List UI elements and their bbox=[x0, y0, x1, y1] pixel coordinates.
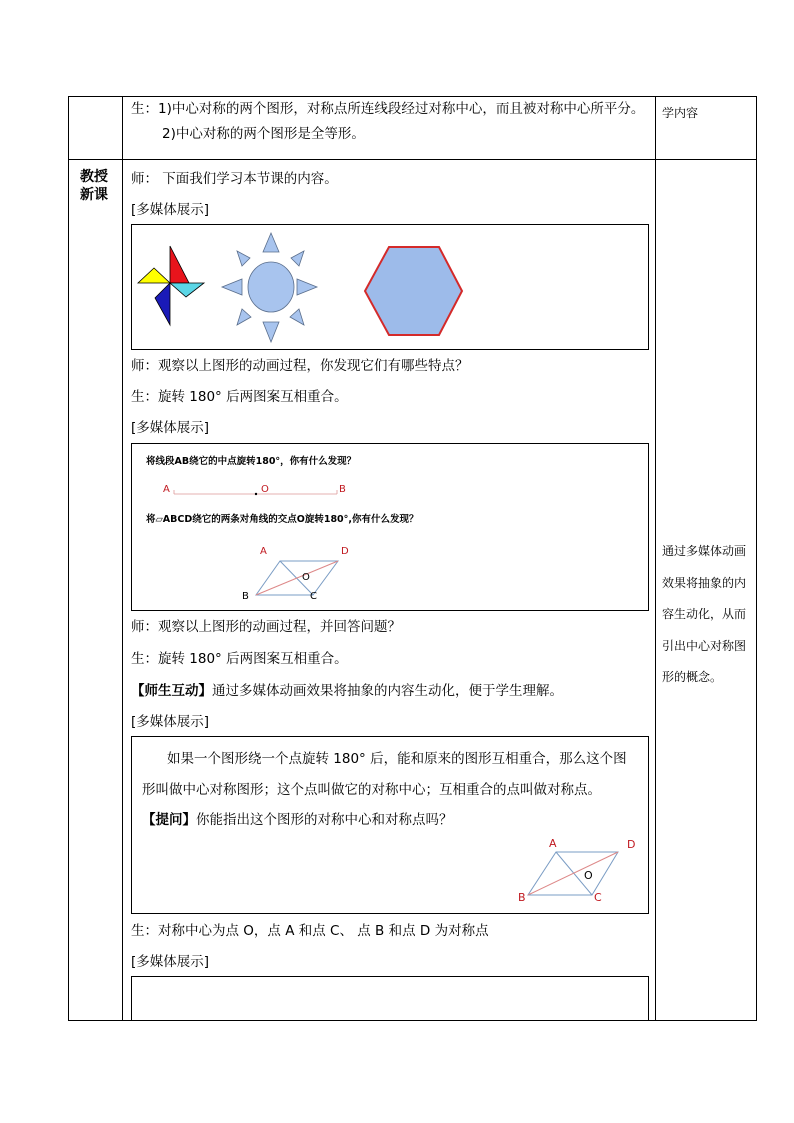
section-label-line2: 新课 bbox=[80, 187, 108, 203]
student-answer-1: 生：旋转 180° 后两图案互相重合。 bbox=[131, 389, 348, 405]
definition-line2: 形叫做中心对称图形；这个点叫做它的对称中心；互相重合的点叫做对称点。 bbox=[142, 782, 601, 798]
parallelogram-question: 将▱ABCD绕它的两条对角线的交点O旋转180°,你有什么发现？ bbox=[146, 514, 419, 525]
sun-figure bbox=[222, 233, 317, 342]
multimedia-box-definition bbox=[131, 736, 649, 914]
para2-label-o: O bbox=[584, 869, 593, 882]
para1-label-b: B bbox=[242, 591, 249, 602]
multimedia-label-2: [多媒体展示] bbox=[131, 420, 210, 436]
parallelogram-figure-1 bbox=[132, 444, 648, 610]
segment-question: 将线段AB绕它的中点旋转180°，你有什么发现？ bbox=[146, 456, 357, 467]
multimedia-box-empty bbox=[131, 976, 649, 1021]
pinwheel-figure bbox=[138, 246, 204, 325]
para2-label-b: B bbox=[518, 891, 526, 904]
row1-line1: 生：1)中心对称的两个图形，对称点所连线段经过对称中心，而且被对称中心所平分。 bbox=[131, 101, 645, 117]
side-note-line-2: 效果将抽象的内 bbox=[662, 576, 747, 590]
para2-label-a: A bbox=[549, 837, 557, 850]
multimedia-label-3: [多媒体展示] bbox=[131, 714, 210, 730]
shapes-figure bbox=[132, 225, 648, 349]
para1-label-c: C bbox=[310, 591, 317, 602]
student-answer-3: 生：对称中心为点 O，点 A 和点 C、 点 B 和点 D 为对称点 bbox=[131, 923, 489, 939]
row1-line2: 2)中心对称的两个图形是全等形。 bbox=[162, 126, 365, 142]
row1-side-note: 学内容 bbox=[662, 106, 699, 120]
segment-label-b: B bbox=[339, 484, 346, 495]
interaction-bracket: 【师生互动】 bbox=[131, 683, 212, 699]
side-note-line-1: 通过多媒体动画 bbox=[662, 544, 747, 558]
teacher-question-1: 师：观察以上图形的动画过程，你发现它们有哪些特点？ bbox=[131, 358, 469, 374]
para1-label-o: O bbox=[302, 572, 310, 583]
student-answer-2: 生：旋转 180° 后两图案互相重合。 bbox=[131, 651, 348, 667]
ask-bracket: 【提问】 bbox=[142, 812, 196, 828]
interaction-note bbox=[131, 683, 563, 699]
ask-text: 你能指出这个图形的对称中心和对称点吗？ bbox=[196, 812, 453, 828]
para1-label-a: A bbox=[260, 546, 267, 557]
hexagon-figure bbox=[365, 247, 462, 335]
definition-line1: 如果一个图形绕一个点旋转 180° 后，能和原来的图形互相重合，那么这个图 bbox=[167, 751, 627, 767]
parallelogram-figure-2 bbox=[132, 737, 648, 913]
para2-label-d: D bbox=[627, 838, 636, 851]
teacher-question-2: 师：观察以上图形的动画过程，并回答问题？ bbox=[131, 619, 401, 635]
side-note-line-4: 引出中心对称图 bbox=[662, 639, 747, 653]
multimedia-label-4: [多媒体展示] bbox=[131, 954, 210, 970]
multimedia-label-1: [多媒体展示] bbox=[131, 202, 210, 218]
para1-label-d: D bbox=[341, 546, 349, 557]
teacher-intro: 师： 下面我们学习本节课的内容。 bbox=[131, 171, 338, 187]
interaction-text: 通过多媒体动画效果将抽象的内容生动化，便于学生理解。 bbox=[212, 683, 563, 699]
multimedia-box-rotation bbox=[131, 443, 649, 611]
side-note-line-3: 容生动化，从而 bbox=[662, 607, 747, 621]
para2-label-c: C bbox=[594, 891, 602, 904]
segment-label-a: A bbox=[163, 484, 170, 495]
multimedia-box-shapes bbox=[131, 224, 649, 350]
section-label-line1: 教授 bbox=[80, 169, 108, 185]
segment-label-o: O bbox=[261, 484, 269, 495]
side-note-line-5: 形的概念。 bbox=[662, 670, 723, 684]
